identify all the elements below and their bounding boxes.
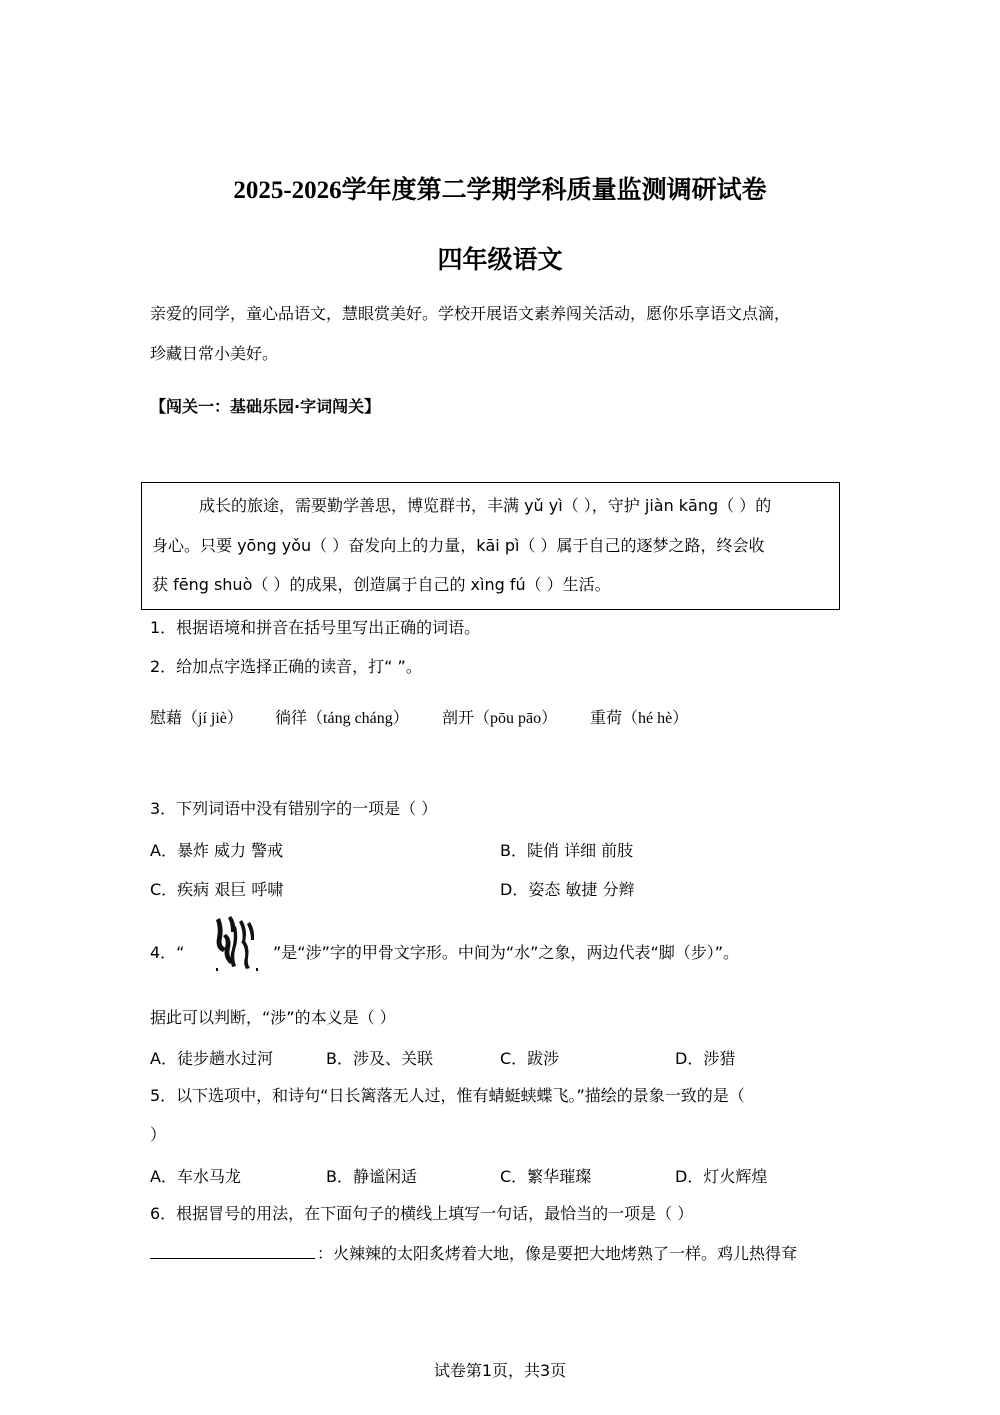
question-6-line-2 [150,1242,797,1265]
q3-option-b: B．陡俏 详细 前肢 [500,841,634,860]
q3-option-d: D．姿态 敏捷 分辫 [500,880,635,899]
q2-item-4 [590,707,688,730]
answer-blank[interactable] [150,1242,315,1259]
q2-item-2 [275,707,409,730]
q3-option-a: A．暴炸 威力 警戒 [150,841,284,860]
oracle-bone-she-glyph-icon [206,912,264,972]
q4-option-a: A．徒步趟水过河 [150,1049,273,1068]
q2-options: （táng cháng） [307,710,409,727]
q6-sentence: ：火辣辣的太阳炙烤着大地，像是要把大地烤熟了一样。鸡儿热得耷 [317,1244,798,1263]
q2-options: （hé hè） [622,710,689,727]
q5-option-c: C．繁华璀璨 [500,1167,592,1186]
q2-word: 重荷 [590,708,623,727]
q4-prefix: 4．“ [150,943,185,962]
passage-box [141,482,840,610]
question-6: 6．根据冒号的用法，在下面句子的横线上填写一句话，最恰当的一项是（ ） [150,1204,694,1223]
question-2: 2．给加点字选择正确的读音，打“ ”。 [150,657,422,676]
page-subtitle: 四年级语文 [437,245,563,274]
q2-word: 剖开 [442,708,475,727]
question-5-cont: ） [150,1125,167,1144]
question-1: 1．根据语境和拼音在括号里写出正确的词语。 [150,618,481,637]
passage-line-1: 成长的旅途，需要勤学善思，博览群书，丰满 yǔ yì（ ），守护 jiàn kāng（ ）的 [199,496,772,515]
intro-line-2: 珍藏日常小美好。 [150,344,279,363]
intro-line-1: 亲爱的同学，童心品语文，慧眼赏美好。学校开展语文素养闯关活动，愿你乐享语文点滴， [150,304,791,323]
q4-text: ”是“涉”字的甲骨文字形。中间为“水”之象，两边代表“脚（步）”。 [273,943,740,962]
passage-line-2: 身心。只要 yōng yǒu（ ）奋发向上的力量，kāi pì（ ）属于自己的逐梦之路，终会收 [152,536,765,555]
q4-line-2: 据此可以判断，“涉”的本义是（ ） [150,1008,396,1027]
page-title: 2025-2026学年度第二学期学科质量监测调研试卷 [233,177,767,204]
q2-item-3 [442,707,557,730]
q2-item-1 [150,707,243,730]
passage-line-3: 获 fēng shuò（ ）的成果，创造属于自己的 xìng fú（ ）生活。 [152,575,611,594]
q5-option-b: B．静谧闲适 [326,1167,417,1186]
q2-word: 慰藉 [150,708,183,727]
q5-option-a: A．车水马龙 [150,1167,241,1186]
q3-option-c: C．疾病 艰巨 呼啸 [150,880,284,899]
question-3: 3．下列词语中没有错别字的一项是（ ） [150,799,438,818]
question-5: 5．以下选项中，和诗句“日长篱落无人过，惟有蜻蜓蛱蝶飞。”描绘的景象一致的是（ [150,1086,745,1105]
q4-option-c: C．跋涉 [500,1049,560,1068]
q2-options: （pōu pāo） [474,710,558,727]
q2-options: （jí jiè） [182,710,243,727]
section-heading: 【闯关一：基础乐园·字词闯关】 [150,397,381,416]
page-footer: 试卷第1页，共3页 [433,1361,567,1380]
q4-option-b: B．涉及、关联 [326,1049,433,1068]
q5-option-d: D．灯火辉煌 [675,1167,768,1186]
q2-word: 徜徉 [275,708,308,727]
q4-option-d: D．涉猎 [675,1049,736,1068]
